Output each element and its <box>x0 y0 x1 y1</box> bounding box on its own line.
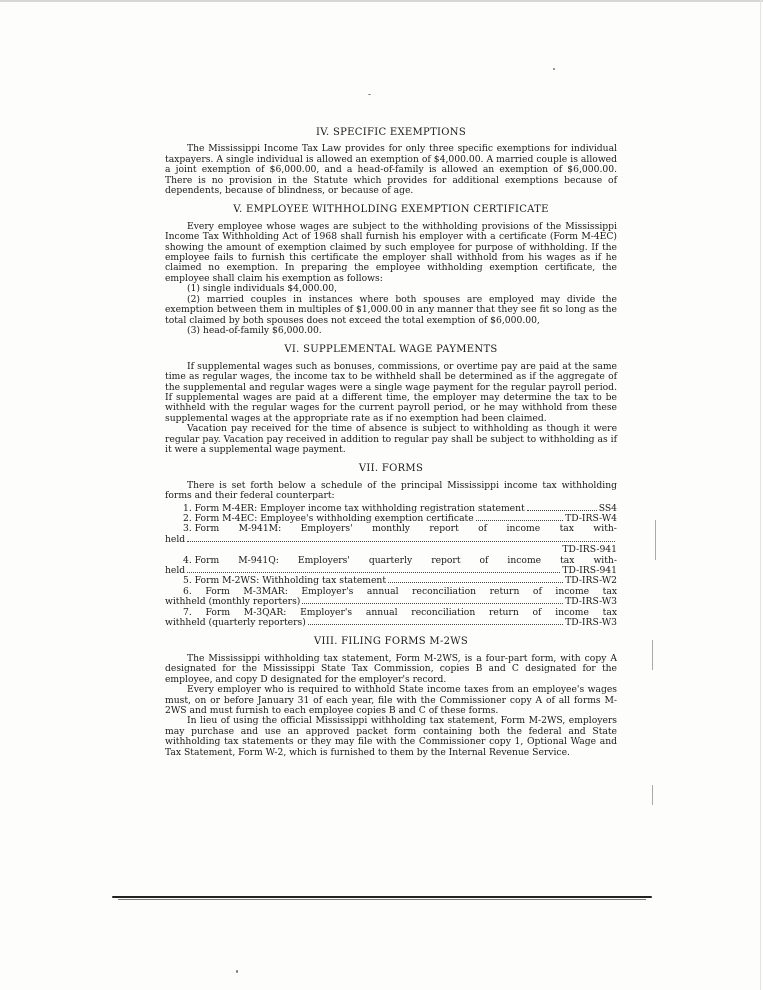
paragraph: The Mississippi Income Tax Law provides for only three specific exemptions for individual taxpayers. A single individual is allowed an exemption of $4,000.00. A married couple is allowed a joint exemption of $6,000.00, and a head-of-family is allowed an exemption of $6,000.00. There is no provision in the Statute which provides for additional exemptions because of dependents, because of blindness, or because of age. <box>165 143 617 197</box>
list-item: (3) head-of-family $6,000.00. <box>187 324 322 336</box>
margin-mark <box>655 520 656 560</box>
form-description-end: withheld (monthly reporters) <box>165 596 301 608</box>
section-forms <box>165 464 617 628</box>
section-withholding-certificate <box>165 205 617 336</box>
scan-top-edge <box>0 0 763 2</box>
form-entry <box>165 587 617 608</box>
section-heading: VIII. FILING FORMS M-2WS <box>313 636 469 648</box>
section-filing-forms <box>165 637 617 757</box>
paragraph: The Mississippi withholding tax statement, Form M-2WS, is a four-part form, with copy A designated for the Mississippi State Tax Commission, copies B and C designated for the employee, and copy D designated for the employer's record. <box>165 652 617 685</box>
form-word: Employers' <box>300 523 353 535</box>
form-word: income <box>507 554 542 566</box>
form-description-end: held <box>165 565 186 577</box>
form-description: 6. Form M-3MAR: Employer's annual reconciliation return of income tax <box>183 585 617 597</box>
leader-dots <box>527 510 597 511</box>
federal-counterpart: SS4 <box>598 502 617 514</box>
form-description-line <box>165 556 617 566</box>
section-supplemental-wages <box>165 345 617 455</box>
list-item: (2) married couples in instances where both spouses are employed may divide the exemption between them in multiples of $1,000.00 in any manner that they see fit so long as the total claimed by both spouses does not exceed the total exemption of $6,000.00, <box>165 293 617 326</box>
scan-right-edge <box>760 0 761 990</box>
margin-mark <box>652 785 653 805</box>
federal-counterpart: TD-IRS-W2 <box>565 575 617 587</box>
bottom-rule-shadow <box>118 899 646 900</box>
document-body <box>165 128 617 767</box>
form-word: tax <box>559 523 574 535</box>
section-heading: V. EMPLOYEE WITHHOLDING EXEMPTION CERTIFICATE <box>233 204 549 216</box>
leader-dots <box>187 572 560 573</box>
form-description: 7. Form M-3QAR: Employer's annual reconciliation return of income tax <box>183 606 617 618</box>
form-word: of <box>479 554 489 566</box>
form-word: report <box>429 523 459 535</box>
form-entry <box>165 556 617 577</box>
leader-dots <box>476 520 563 521</box>
form-word: quarterly <box>368 554 413 566</box>
section-heading: IV. SPECIFIC EXEMPTIONS <box>316 127 466 138</box>
section-heading: VII. FORMS <box>358 463 424 475</box>
forms-list <box>165 504 617 629</box>
form-description-end: held <box>165 533 186 545</box>
form-word: monthly <box>372 523 410 535</box>
form-description-line <box>165 524 617 534</box>
bottom-rule <box>112 896 652 898</box>
form-description-end: withheld (quarterly reporters) <box>165 617 306 629</box>
paragraph: Every employee whose wages are subject to the withholding provisions of the Mississippi Income Tax Withholding Act of 1968 shall furnish his employer with a certificate (Form M-4EC) showing the amount of exemption claimed by such employee for purpose of withholding. If the employee fails to furnish this certificate the employer shall withhold from his wages as if he claimed no exemption. In preparing the employee withholding exemption certificate, the employee shall claim his exemption as follows: <box>165 220 617 284</box>
federal-counterpart: TD-IRS-W4 <box>565 513 617 524</box>
federal-counterpart: TD-IRS-W3 <box>565 596 617 608</box>
form-word: with- <box>593 523 617 535</box>
form-entry <box>165 524 617 555</box>
form-description: 1. Form M-4ER: Employer income tax withholding registration statement <box>183 502 525 514</box>
form-word: of <box>478 523 488 535</box>
form-entry <box>165 608 617 629</box>
form-word: with- <box>593 554 617 566</box>
leader-dots <box>302 603 563 604</box>
margin-mark <box>652 640 653 670</box>
form-word: income <box>506 523 541 535</box>
list-item: (1) single individuals $4,000.00, <box>187 283 338 295</box>
federal-counterpart: TD-IRS-941 <box>562 544 617 556</box>
scan-speck <box>553 68 555 70</box>
form-word: report <box>431 554 461 566</box>
paragraph: There is set forth below a schedule of the principal Mississippi income tax withholding forms and their federal counterpart: <box>165 479 617 502</box>
form-word: 4. Form <box>183 554 220 566</box>
paragraph: If supplemental wages such as bonuses, commissions, or overtime pay are paid at the same time as regular wages, the income tax to be withheld shall be determined as if the aggregate of the supplemental and regular wages were a single wage payment for the regular payroll period. If supplemental wages are paid at a different time, the employer may determine the tax to be withheld with the regular wages for the current payroll period, or he may withhold from these supplemental wages at the appropriate rate as if no exemption had been claimed. <box>165 360 617 424</box>
section-specific-exemptions <box>165 128 617 196</box>
section-heading: VI. SUPPLEMENTAL WAGE PAYMENTS <box>284 344 498 356</box>
form-description: 5. Form M-2WS: Withholding tax statement <box>183 575 387 587</box>
form-word: 3. Form <box>183 523 220 535</box>
form-word: M-941M: <box>238 523 282 535</box>
leader-dots <box>388 582 563 583</box>
leader-dots <box>187 541 615 542</box>
federal-counterpart: TD-IRS-941 <box>562 565 617 577</box>
form-word: M-941Q: <box>238 554 279 566</box>
form-word: tax <box>560 554 575 566</box>
federal-counterpart: TD-IRS-W3 <box>565 617 617 629</box>
leader-dots <box>308 624 563 625</box>
scan-speck <box>368 94 371 95</box>
paragraph: Vacation pay received for the time of absence is subject to withholding as though it were regular pay. Vacation pay received in addition to regular pay shall be subject to withholding as if it were a supplemental wage payment. <box>165 423 617 455</box>
paragraph: Every employer who is required to withhold State income taxes from an employee's wages must, on or before January 31 of each year, file with the Commissioner copy A of all forms M-2WS and must furnish to each employee copies B and C of these forms. <box>165 684 617 716</box>
scan-speck <box>236 970 238 973</box>
form-description: 2. Form M-4EC: Employee's withholding exemption certificate <box>183 513 474 524</box>
paragraph: In lieu of using the official Mississippi withholding tax statement, Form M-2WS, employers may purchase and use an approved packet form containing both the federal and State withholding tax statements or they may file with the Commissioner copy 1, Optional Wage and Tax Statement, Form W-2, which is furnished to them by the Internal Revenue Service. <box>165 715 617 758</box>
form-word: Employers' <box>297 554 350 566</box>
